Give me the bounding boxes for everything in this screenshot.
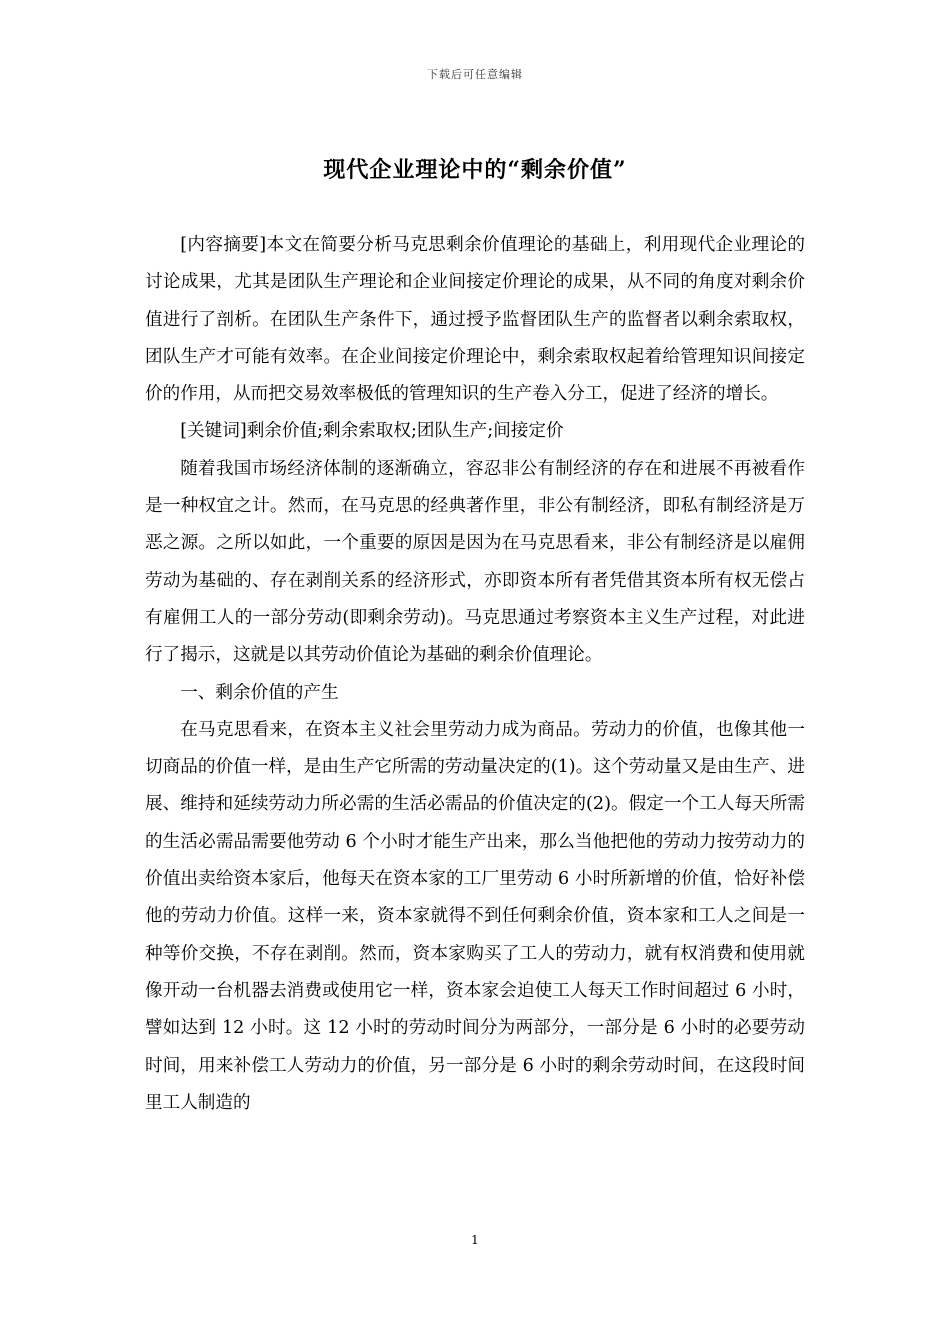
document-title: 现代企业理论中的“剩余价值” [323,157,627,183]
header-note: 下载后可任意编辑 [427,68,523,81]
section-heading: 一、剩余价值的产生 [180,682,339,703]
page-number: 1 [471,1233,479,1247]
intro-paragraph: 随着我国市场经济体制的逐渐确立，容忍非公有制经济的存在和进展不再被看作是一种权宜之计。然而，在马克思的经典著作里，非公有制经济，即私有制经济是万恶之源。之所以如此，一个重要的原因是因为在马克思看来，非公有制经济是以雇佣劳动为基础的、存在剥削关系的经济形式，亦即资本所有者凭借其资本所有权无偿占有雇佣工人的一部分劳动(即剩余劳动)。马克思通过考察资本主义生产过程，对此进行了揭示，这就是以其劳动价值论为基础的剩余价值理论。 [145,458,805,666]
keywords-paragraph: [关键词]剩余价值;剩余索取权;团队生产;间接定价 [180,421,564,442]
abstract-paragraph: [内容摘要]本文在简要分析马克思剩余价值理论的基础上，利用现代企业理论的讨论成果，尤其是团队生产理论和企业间接定价理论的成果，从不同的角度对剩余价值进行了剖析。在团队生产条件下，通过授予监督团队生产的监督者以剩余索取权，团队生产才可能有效率。在企业间接定价理论中，剩余索取权起着给管理知识间接定价的作用，从而把交易效率极低的管理知识的生产卷入分工，促进了经济的增长。 [145,235,805,405]
section-paragraph: 在马克思看来，在资本主义社会里劳动力成为商品。劳动力的价值，也像其他一切商品的价值一样，是由生产它所需的劳动量决定的(1)。这个劳动量又是由生产、进展、维持和延续劳动力所必需的生活必需品的价值决定的(2)。假定一个工人每天所需的生活必需品需要他劳动 6 个小时才能生产出来，那么当他把他的劳动力按劳动力的价值出卖给资本家后，他每天在资本家的工厂里劳动 6 小时所新增的价值，恰好补偿他的劳动力价值。这样一来，资本家就得不到任何剩余价值，资本家和工人之间是一种等价交换，不存在剥削。然而，资本家购买了工人的劳动力，就有权消费和使用就像开动一台机器去消费或使用它一样，资本家会迫使工人每天工作时间超过 6 小时，譬如达到 12 小时。这 12 小时的劳动时间分为两部分，一部分是 6 小时的必要劳动时间，用来补偿工人劳动力的价值，另一部分是 6 小时的剩余劳动时间，在这段时间里工人制造的 [145,719,805,1113]
body-text [145,227,805,1122]
